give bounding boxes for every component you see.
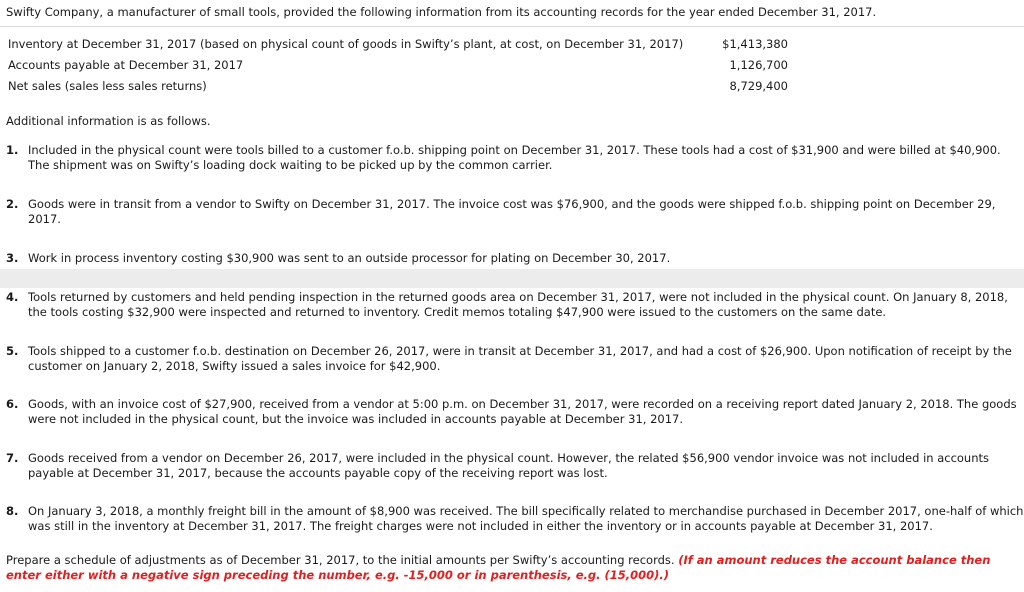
financial-label: Net sales (sales less sales returns) [8,79,207,93]
instructions-note: (If an amount reduces the account balance then enter either with a negative sign preceding the number, e.g. -15,000 or in parenthesis, e.g. (15,000).) [6,553,991,582]
item-number: 6. [6,397,19,411]
item-number: 5. [6,344,19,358]
item-number: 7. [6,451,19,465]
instructions [6,553,1021,583]
item-number: 2. [6,197,19,211]
instructions-text: Prepare a schedule of adjustments as of December 31, 2017, to the initial amounts per Swifty’s accounting records. [6,553,675,567]
item-number: 8. [6,504,19,518]
item-text: Tools shipped to a customer f.o.b. destination on December 26, 2017, were in transit at December 31, 2017, and had a cost of $26,900. Upon notification of receipt by the customer on January 2, 2018, Swifty issued a sales invoice for $42,900. [28,344,1012,373]
item-text: Goods were in transit from a vendor to Swifty on December 31, 2017. The invoice cost was $76,900, and the goods were shipped f.o.b. shipping point on December 29, 2017. [28,197,996,226]
list-item [6,451,1024,481]
list-item [6,251,1024,266]
list-item [6,197,1024,227]
item-number: 1. [6,143,19,157]
list-item [6,504,1024,534]
item-text: Tools returned by customers and held pending inspection in the returned goods area on December 31, 2017, were not included in the physical count. On January 8, 2018, the tools costing $32,900 were inspected and returned to inventory. Credit memos totaling $47,900 were issued to the customers on the same date. [28,290,1008,319]
financial-label: Accounts payable at December 31, 2017 [8,58,244,72]
additional-info-heading: Additional information is as follows. [6,114,211,128]
item-text: Included in the physical count were tools billed to a customer f.o.b. shipping point on December 31, 2017. These tools had a cost of $31,900 and were billed at $40,900. The shipment was on Swifty’s loading dock waiting to be picked up by the common carrier. [28,143,1001,172]
item-text: Work in process inventory costing $30,900 was sent to an outside processor for plating on December 30, 2017. [28,251,671,265]
item-text: On January 3, 2018, a monthly freight bill in the amount of $8,900 was received. The bill specifically related to merchandise purchased in December 2017, one-half of which was still in the inventory at December 31, 2017. The freight charges were not included in either the inventory or in accounts payable at December 31, 2017. [28,504,1024,533]
financial-value: 8,729,400 [729,79,788,93]
problem-intro: Swifty Company, a manufacturer of small tools, provided the following information from its accounting records for the year ended December 31, 2017. [6,5,877,19]
financial-value: 1,126,700 [729,58,788,72]
financial-row-inventory [8,37,788,54]
highlight-band [0,269,1024,288]
financial-row-accounts-payable [8,58,788,75]
divider [0,26,1024,27]
list-item [6,344,1024,374]
financial-label: Inventory at December 31, 2017 (based on physical count of goods in Swifty’s plant, at cost, on December 31, 2017) [8,37,684,51]
item-text: Goods received from a vendor on December 26, 2017, were included in the physical count. However, the related $56,900 vendor invoice was not included in accounts payable at December 31, 2017, because the accounts payable copy of the receiving report was lost. [28,451,990,480]
financial-value: $1,413,380 [722,37,788,51]
item-number: 4. [6,290,19,304]
financial-row-net-sales [8,79,788,96]
list-item [6,397,1024,427]
item-text: Goods, with an invoice cost of $27,900, received from a vendor at 5:00 p.m. on December 31, 2017, were recorded on a receiving report dated January 2, 2018. The goods were not included in the physical count, but the invoice was included in accounts payable at December 31, 2017. [28,397,1017,426]
list-item [6,143,1024,173]
list-item [6,290,1024,320]
item-number: 3. [6,251,19,265]
